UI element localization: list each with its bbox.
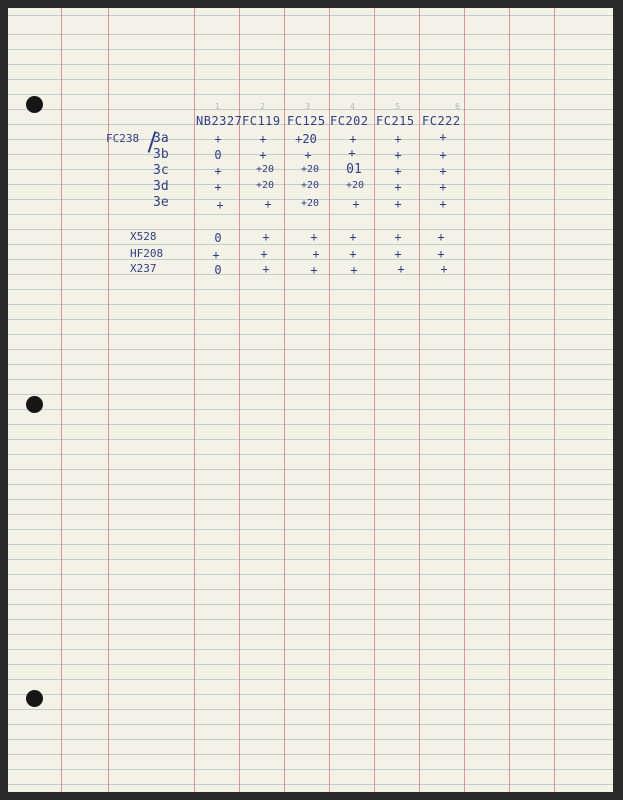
table-cell: +: [310, 263, 318, 277]
table-cell: +: [264, 197, 272, 211]
row-label: 3e: [153, 195, 169, 210]
table-cell: 01: [346, 162, 362, 177]
row-label: 3a: [153, 131, 169, 146]
column-rule: [194, 8, 195, 792]
table-cell: 0: [214, 148, 222, 162]
table-cell: +: [310, 230, 318, 244]
table-cell: +: [350, 263, 358, 277]
table-cell: +: [394, 148, 402, 162]
table-cell: +: [352, 197, 360, 211]
table-cell: +: [262, 230, 270, 244]
binder-hole: [26, 690, 43, 707]
column-rule: [419, 8, 420, 792]
table-cell: +: [348, 146, 356, 160]
table-cell: +: [260, 247, 268, 261]
table-cell: +20: [295, 132, 317, 146]
group-label: FC238: [106, 132, 140, 145]
table-cell: +: [397, 262, 405, 276]
column-rule: [554, 8, 555, 792]
column-rule: [464, 8, 465, 792]
row-label: X528: [130, 230, 157, 243]
table-cell: +: [214, 164, 222, 178]
column-number: 4: [350, 102, 356, 111]
table-cell: +: [394, 164, 402, 178]
table-cell: +: [437, 230, 445, 244]
row-label: 3b: [153, 147, 169, 162]
row-label: 3c: [153, 163, 169, 178]
binder-hole: [26, 96, 43, 113]
table-cell: +: [259, 132, 267, 146]
table-cell: +: [312, 247, 320, 261]
column-header: FC119: [242, 114, 281, 128]
table-cell: +: [439, 180, 447, 194]
table-cell: +: [394, 230, 402, 244]
table-cell: +: [349, 230, 357, 244]
row-label: X237: [130, 262, 157, 275]
table-cell: +: [262, 262, 270, 276]
table-cell: +20: [255, 164, 275, 175]
table-cell: +: [349, 132, 357, 146]
row-label: HF208: [130, 247, 164, 260]
table-cell: +20: [345, 180, 365, 191]
column-rule: [284, 8, 285, 792]
margin-line: [108, 8, 109, 792]
table-cell: +: [259, 148, 267, 162]
table-cell: +: [439, 197, 447, 211]
column-header: NB2327: [196, 114, 243, 128]
table-cell: +: [439, 164, 447, 178]
column-number: 2: [260, 102, 266, 111]
table-cell: +20: [300, 198, 320, 209]
table-cell: +: [394, 180, 402, 194]
column-header: FC202: [330, 114, 369, 128]
table-cell: +: [349, 247, 357, 261]
column-number: 6: [455, 102, 461, 111]
table-cell: +: [394, 132, 402, 146]
table-cell: +20: [300, 180, 320, 191]
column-rule: [509, 8, 510, 792]
notebook-page: [8, 8, 613, 792]
table-cell: +: [212, 248, 220, 262]
table-cell: +: [439, 148, 447, 162]
column-rule: [374, 8, 375, 792]
table-cell: +: [394, 197, 402, 211]
table-cell: +: [216, 198, 224, 212]
table-cell: 0: [214, 263, 222, 277]
table-cell: 0: [214, 231, 222, 245]
table-cell: +: [304, 148, 312, 162]
table-cell: +: [214, 132, 222, 146]
row-label: 3d: [153, 179, 169, 194]
column-header: FC215: [376, 114, 415, 128]
table-cell: +: [394, 247, 402, 261]
table-cell: +: [437, 247, 445, 261]
column-number: 1: [215, 102, 221, 111]
column-header: FC222: [422, 114, 461, 128]
column-header: FC125: [287, 114, 326, 128]
table-cell: +: [439, 130, 447, 144]
table-cell: +: [214, 180, 222, 194]
column-number: 5: [395, 102, 401, 111]
column-number: 3: [305, 102, 311, 111]
binder-hole: [26, 396, 43, 413]
table-cell: +20: [255, 180, 275, 191]
table-cell: +: [440, 262, 448, 276]
margin-line: [61, 8, 62, 792]
table-cell: +20: [300, 164, 320, 175]
